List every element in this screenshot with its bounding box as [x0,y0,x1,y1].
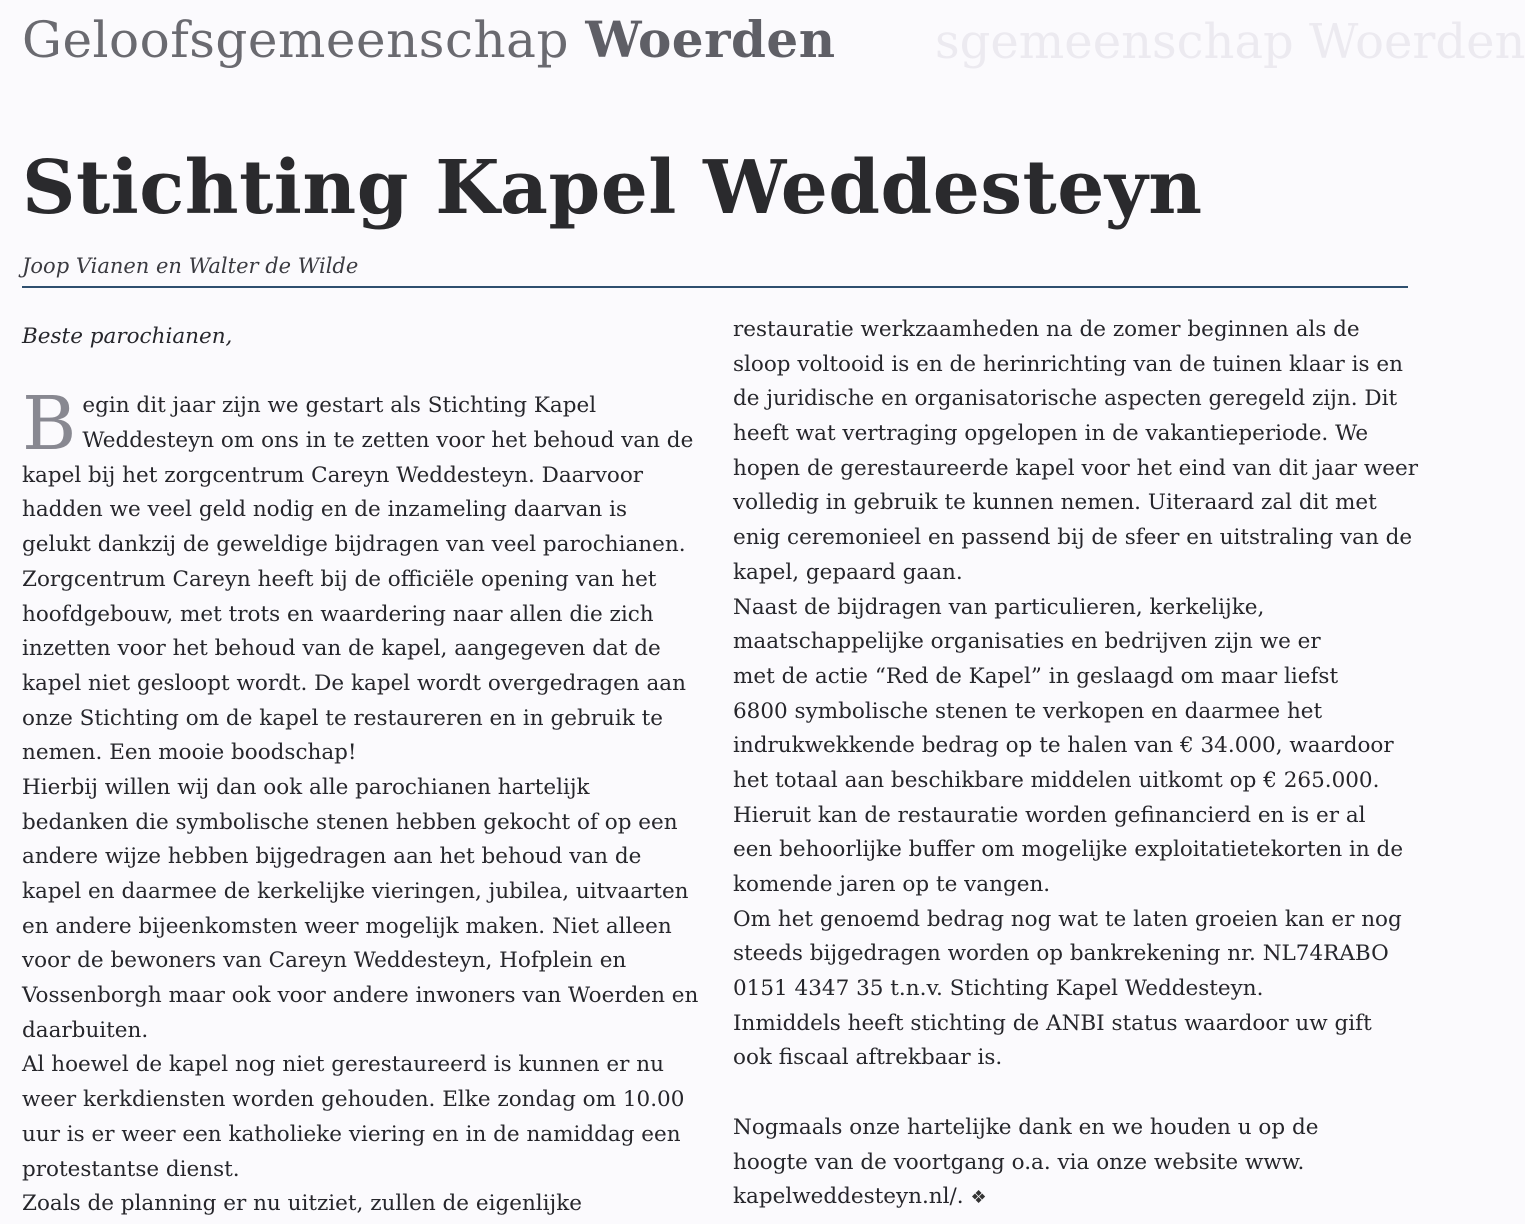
body-line: steeds bijgedragen worden op bankrekening nr. NL74RABO [733,941,1389,967]
body-line: kapel bij het zorgcentrum Careyn Weddesteyn. Daarvoor [22,462,644,488]
section-header [22,10,836,70]
article-title: Stichting Kapel Weddesteyn [22,145,1203,231]
body-line: kapel niet gesloopt wordt. De kapel wordt overgedragen aan [22,670,686,696]
body-line: hoofdgebouw, met trots en waardering naar allen die zich [22,601,654,627]
body-line: Al hoewel de kapel nog niet gerestaureerd is kunnen er nu [22,1052,664,1078]
body-line: andere wijze hebben bijgedragen aan het behoud van de [22,844,642,870]
body-line: daarbuiten. [22,1017,149,1043]
body-line: Naast de bijdragen van particulieren, kerkelijke, [733,594,1265,620]
section-location: Woerden [585,10,836,69]
body-line: voor de bewoners van Careyn Weddesteyn, Hofplein en [22,948,627,974]
body-line: heeft wat vertraging opgelopen in de vakantieperiode. We [733,421,1369,447]
title-divider [22,286,1408,288]
body-line: met de actie “Red de Kapel” in geslaagd om maar liefst [733,663,1339,689]
body-line: restauratie werkzaamheden na de zomer beginnen als de [733,317,1360,342]
body-line: enig ceremonieel en passend bij de sfeer en uitstraling van de [733,525,1413,551]
body-line: protestantse dienst. [22,1156,240,1182]
body-line: onze Stichting om de kapel te restaureren en in gebruik te [22,705,663,731]
body-line: inzetten voor het behoud van de kapel, aangegeven dat de [22,636,661,662]
body-line: Zoals de planning er nu uitziet, zullen de eigenlijke [22,1191,582,1217]
body-line: Nogmaals onze hartelijke dank en we houden u op de [733,1114,1319,1140]
body-line: de juridische en organisatorische aspecten geregeld zijn. Dit [733,386,1398,412]
body-line: sloop voltooid is en de herinrichting van de tuinen klaar is en [733,351,1403,377]
left-column-body [22,381,702,1222]
body-line: hoogte van de voortgang o.a. via onze website www. [733,1149,1305,1175]
body-line: komende jaren op te vangen. [733,872,1051,897]
body-line: hadden we veel geld nodig en de inzameling daarvan is [22,497,627,523]
body-line: weer kerkdiensten worden gehouden. Elke zondag om 10.00 [22,1087,685,1113]
article-authors: Joop Vianen en Walter de Wilde [22,254,359,278]
body-line: Hieruit kan de restauratie worden gefinancierd en is er al [733,802,1366,828]
body-line: hopen de gerestaureerde kapel voor het eind van dit jaar weer [733,455,1419,481]
body-line: uur is er weer een katholieke viering en in de namiddag een [22,1121,681,1147]
body-line: Vossenborgh maar ook voor andere inwoners van Woerden en [22,983,699,1009]
paragraph-gap [22,355,702,390]
body-line: en andere bijeenkomsten weer mogelijk maken. Niet alleen [22,913,672,939]
body-line: bedanken die symbolische stenen hebben gekocht of op een [22,809,678,835]
end-mark-icon: ❖ [970,1187,987,1209]
body-line: gelukt dankzij de geweldige bijdragen van veel parochianen. [22,532,686,558]
body-line: nemen. Een mooie boodschap! [22,740,357,766]
body-line: 0151 4347 35 t.n.v. Stichting Kapel Weddesteyn. [733,976,1264,1002]
body-line: Hierbij willen wij dan ook alle parochianen hartelijk [22,774,590,800]
left-column [22,320,702,1222]
body-line: Zorgcentrum Careyn heeft bij de officiële opening van het [22,566,657,592]
salutation: Beste parochianen, [22,324,233,349]
body-line: kapel, gepaard gaan. [733,559,963,585]
body-line: Inmiddels heeft stichting de ANBI status waardoor uw gift [733,1010,1372,1036]
paragraph-gap [733,1076,1423,1111]
body-line: een behoorlijke buffer om mogelijke exploitatietekorten in de [733,837,1404,863]
right-column [733,313,1423,1215]
body-line: volledig in gebruik te kunnen nemen. Uiteraard zal dit met [733,490,1377,516]
body-line: het totaal aan beschikbare middelen uitkomt op € 265.000. [733,767,1380,793]
body-line: Om het genoemd bedrag nog wat te laten groeien kan er nog [733,906,1402,932]
body-line: kapelweddesteyn.nl/. ❖ [733,1184,987,1210]
body-line: 6800 symbolische stenen te verkopen en daarmee het [733,698,1323,724]
body-line: Weddesteyn om ons in te zetten voor het behoud van de [82,428,694,454]
body-line: maatschappelijke organisaties en bedrijven zijn we er [733,629,1321,655]
bleed-through-text: sgemeenschap Woerden [935,14,1525,70]
body-line: egin dit jaar zijn we gestart als Stichting Kapel [82,393,597,419]
drop-cap: B [22,381,77,468]
body-line: indrukwekkende bedrag op te halen van € 34.000, waardoor [733,733,1394,759]
section-name: Geloofsgemeenschap [22,11,569,69]
body-line: kapel en daarmee de kerkelijke vieringen, jubilea, uitvaarten [22,879,689,904]
body-line: ook fiscaal aftrekbaar is. [733,1045,1003,1071]
